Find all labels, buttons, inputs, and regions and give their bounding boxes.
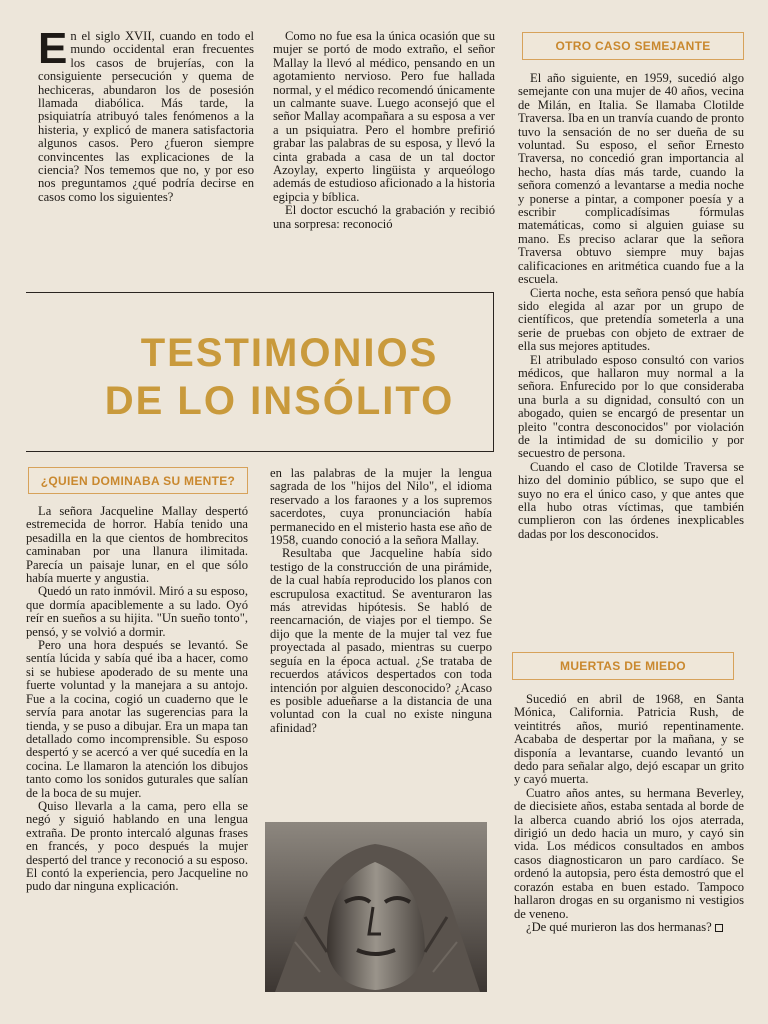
paragraph: Pero una hora después se levantó. Se sentía lúcida y sabía qué iba a hacer, como si se hubiese apoderado de su mente una fuerte voluntad y la manejara a su antojo. Fue a la cocina, cogió un cuaderno que le servía para anotar las sugerencias para la tienda, y se puso a dibujar. Era un mapa tan detallado como incomprensible. Su esposo despertó y se acercó a ver qué sucedía en la cocina. Le llamaron la atención los dibujos tanto como los sonidos guturales que salían de la boca de su mujer. (26, 638, 248, 800)
paragraph: en las palabras de la mujer la lengua sagrada de los "hijos del Nilo", el idioma reservado a los faraones y a los supremos sacerdotes, cuya pronunciación había permanecido en el misterio hasta ese año de 1958, cuando conoció a la señora Mallay. (270, 466, 492, 548)
intro-paragraph: En el siglo XVII, cuando en todo el mundo occidental eran frecuentes los casos de brujerías, con la consiguiente persecución y quema de hechiceras, abundaron los de posesión llamada diabólica. Más tarde, la psiquiatría atribuyó tales fenómenos a la histeria, y explicó de manera satisfactoria algunos casos. Pero ¿fueron siempre convincentes las explicaciones de la ciencia? Nos tememos que no, y por eso nos preguntamos ¿qué podría decirse en casos como los siguientes? (38, 24, 254, 204)
sphinx-photo (265, 822, 487, 992)
title-box (26, 292, 494, 452)
paragraph: ¿De qué murieron las dos hermanas? (514, 921, 744, 934)
paragraph: Cierta noche, esta señora pensó que había sido elegida al azar por un grupo de científicos, que pretendía someterla a una serie de pruebas con objeto de extraer de ella sus mejores aptitudes. (518, 285, 744, 354)
section-heading-muertas-de-miedo: MUERTAS DE MIEDO (512, 652, 734, 680)
title-line-2: DE LO INSÓLITO (104, 379, 455, 423)
paragraph: Sucedió en abril de 1968, en Santa Mónica, California. Patricia Rush, de veintitrés años, murió repentinamente. Acababa de despertar por la mañana, y se disponía a levantarse, cuando levantó un dedo para señalar algo, dejó escapar un grito y cayó muerta. (514, 692, 744, 787)
section-heading-otro-caso: OTRO CASO SEMEJANTE (522, 32, 744, 60)
paragraph: La señora Jacqueline Mallay despertó estremecida de horror. Había tenido una pesadilla en la que cientos de hombrecitos caminaban por una llanura ilimitada. Parecía un paisaje lunar, en el que sólo había muerte y angustia. (26, 504, 248, 586)
paragraph: Cuatro años antes, su hermana Beverley, de diecisiete años, estaba sentada al borde de la alberca cuando abrió los ojos aterrada, dirigió un dedo hacia un muro, y cayó sin vida. Los médicos consultados en ambos casos diagnosticaron un paro cardíaco. Se ordenó la autopsia, pero ésta demostró que el corazón estaba en buen estado. Tampoco hallaron drogas en su organismo ni vestigios de veneno. (514, 785, 744, 921)
intro-column (38, 24, 254, 204)
paragraph: Quiso llevarla a la cama, pero ella se negó y siguió hablando en una lengua extraña. De pronto intercaló algunas frases en francés, y poco después la mujer despertó del trance y reconoció a su esposo. El contó la experiencia, pero Jacqueline no pudo dar ninguna explicación. (26, 798, 248, 894)
section2-column (518, 72, 744, 541)
section-heading-quien-dominaba: ¿QUIEN DOMINABA SU MENTE? (28, 467, 248, 494)
paragraph: Resultaba que Jacqueline había sido testigo de la construcción de una pirámide, de la cual había reproducido los planos con escrupulosa exactitud. Se aventuraron las más atrevidas hipótesis. Se habló de reencarnación, de viajes por el tiempo. Se dijo que la mente de la mujer tal vez fue proyectada al pasado, mientras su cuerpo seguía en la época actual. ¿Se trataba de recuerdos atávicos despertados con toda intención por alguien desconocido? ¿Acaso es posible adueñarse a la distancia de una voluntad con la cual no existe ninguna afinidad? (270, 546, 492, 735)
drop-cap: E (38, 24, 68, 73)
end-mark-icon (715, 924, 723, 932)
title-line-1: TESTIMONIOS (140, 331, 439, 375)
section1-left-column (26, 505, 248, 894)
paragraph: El atribulado esposo consultó con varios médicos, que hallaron muy normal a la señora. Enfurecido por lo que consideraba una burla a su dignidad, consultó con un abogado, quien se encargó de presentar un pleito "contra desconocidos" por violación de la intimidad de su domicilio y por secuestro de persona. (518, 352, 744, 461)
paragraph: El año siguiente, en 1959, sucedió algo semejante con una mujer de 40 años, vecina de Milán, en Italia. Se llamaba Clotilde Traversa. Iba en un tranvía cuando de pronto tuvo la sensación de no ser dueña de su voluntad. Su esposo, el señor Ernesto Traversa, no concedió gran importancia al hecho, hasta días más tarde, cuando la señora comenzó a levantarse a media noche y ponerse a pintar, a componer poesía y a escribir complicadísimas fórmulas matemáticas, como si alguien guiase su mano. Es preciso aclarar que la señora Traversa obtuvo siempre muy bajas calificaciones en aritmética cuando fue a la escuela. (518, 71, 744, 287)
paragraph: Quedó un rato inmóvil. Miró a su esposo, que dormía apaciblemente a su lado. Oyó reír en sueños a su hijita. "Un sueño tonto", pensó, y se volvió a dormir. (26, 584, 248, 639)
section3-column (514, 693, 744, 934)
paragraph: El doctor escuchó la grabación y recibió una sorpresa: reconoció (273, 203, 495, 231)
column-2-top (273, 30, 495, 231)
section1-mid-column (270, 467, 492, 735)
sphinx-icon (265, 822, 487, 992)
paragraph: Cuando el caso de Clotilde Traversa se hizo del dominio público, se supo que el suyo no era el único caso, y que antes que ella hubo otras víctimas, que también cumplieron con las órdenes inexplicables dadas por los desconocidos. (518, 459, 744, 541)
paragraph: Como no fue esa la única ocasión que su mujer se portó de modo extraño, el señor Mallay la llevó al médico, pensando en un agotamiento nervioso. Pero fue hallada normal, y el médico recomendó únicamente un calmante suave. Luego aconsejó que el señor Mallay acompañara a su esposa a ver a un psiquiatra. Pero el hombre prefirió grabar las palabras de su esposa, y llevó la cinta grabada a casa de un tal doctor Azoylay, experto lingüista y arqueólogo además de estudioso aficionado a la historia egipcia y bíblica. (273, 29, 495, 204)
